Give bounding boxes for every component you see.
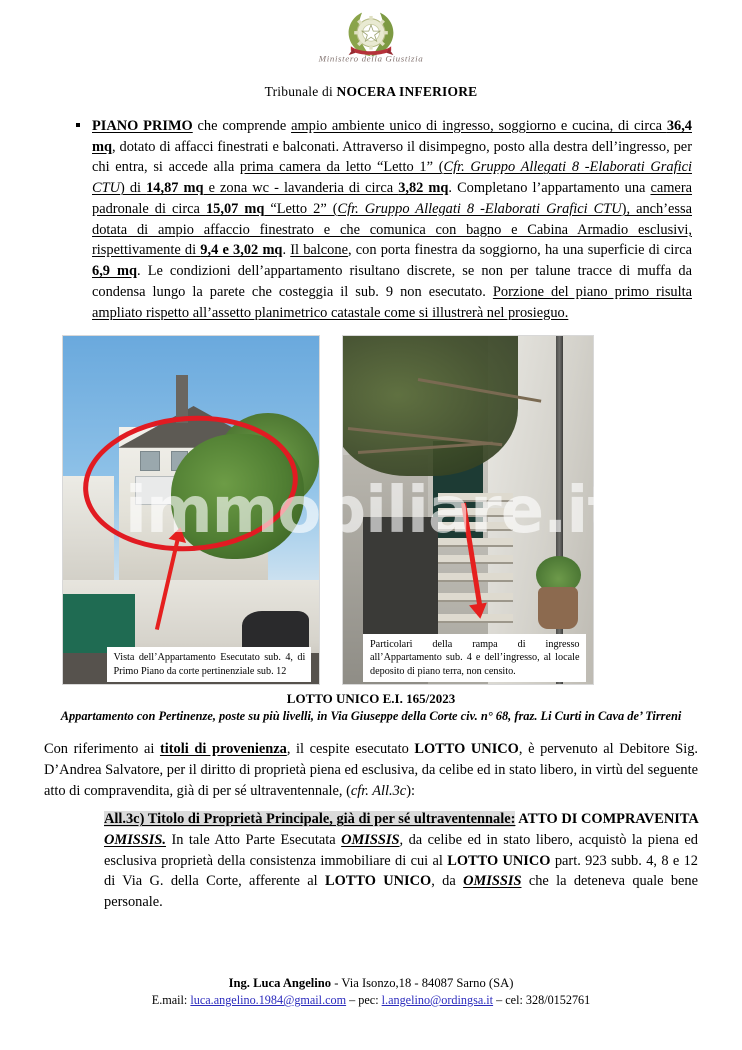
footer-cel-label: – cel: (493, 993, 526, 1007)
photo-rampa-ingresso (342, 335, 594, 685)
footer-email-link[interactable]: luca.angelino.1984@gmail.com (190, 993, 347, 1007)
watermark-text: immobiliare.it (125, 474, 617, 549)
lotto-description: Appartamento con Pertinenze, poste su più livelli, in Via Giuseppe della Corte civ. n° 68, fraz. Li Curti in Cava de’ Tirreni (60, 709, 682, 724)
piano-primo-paragraph (92, 116, 692, 323)
photo-caption-right: Particolari della rampa di ingresso all’Appartamento sub. 4 e dell’ingresso, al locale deposito di piano terra, non censito. (363, 634, 586, 682)
footer-pec-label: – pec: (346, 993, 382, 1007)
document-content (0, 116, 742, 323)
ref-allegati-8-a: Cfr. Gruppo Allegati 8 -Elaborati Grafici CTU (92, 159, 692, 197)
footer-phone-number: 328/0152761 (525, 993, 591, 1007)
titoli-provenienza-heading: titoli di provenienza (159, 741, 287, 758)
photo-gallery (0, 335, 742, 687)
footer-contact-line (0, 993, 742, 1008)
footer-address: - Via Isonzo,18 - 84087 Sarno (SA) (331, 976, 514, 990)
all-3c-heading: All.3c) Titolo di Proprietà Principale, già di per sé ultraventennale: (104, 811, 516, 828)
text-run: Con riferimento ai (44, 741, 160, 758)
provenienza-paragraph (44, 739, 698, 801)
lotto-unico-ref: LOTTO UNICO (324, 873, 432, 890)
photo-deposito-locale (363, 517, 438, 635)
text-run: ): (406, 782, 415, 799)
area-14-87-mq: 14,87 mq (146, 180, 204, 197)
text-run: che la deteneva quale bene personale. (104, 873, 698, 911)
tribunale-name: NOCERA INFERIORE (336, 84, 478, 99)
text-run: part. 923 subb. 4, 8 e 12 di Via G. della Corte, afferente al (104, 852, 698, 890)
ref-all-3c: cfr. All.3c (350, 782, 407, 799)
text-run: camera padronale di circa (92, 180, 693, 217)
text-run: . Le condizioni dell’appartamento risultano discrete, se non per talune tracce di muffa da condensa lungo la parete che costeggia il sub. 9 non esecutato. (92, 263, 692, 300)
text-run: , è pervenuto al Debitore Sig. D’Andrea Salvatore, per il diritto di proprietà piena ed esclusiva, da celibe ed in stato libero, in virtù del seguente atto di compravendita, già di per sé ultraventennale, ( (44, 741, 698, 799)
text-run: . Completano l’appartamento una (448, 180, 651, 197)
text-run: prima camera da letto “Letto 1” ( (239, 159, 444, 176)
bullet-point-icon (76, 123, 80, 127)
footer-author-line (0, 976, 742, 991)
photo-flower-pot (538, 587, 578, 629)
piano-primo-heading: PIANO PRIMO (92, 118, 193, 134)
omissis-1: OMISSIS. (104, 832, 166, 849)
area-36-4-mq: 36,4 mq (92, 118, 692, 155)
text-run: In tale Atto Parte Esecutata (166, 832, 342, 849)
text-run: che comprende (192, 118, 292, 134)
page-header (0, 0, 742, 100)
page-title (0, 84, 742, 100)
text-run: , da (431, 873, 464, 890)
lotto-unico-ref: LOTTO UNICO (414, 741, 519, 758)
area-9-4-3-02-mq: 9,4 e 3,02 mq (200, 242, 283, 259)
provenienza-block (0, 739, 742, 801)
atto-compravendita-label: ATTO DI COMPRAVENITA (515, 811, 698, 828)
footer-email-label: E.mail: (151, 993, 191, 1007)
lotto-caption (0, 691, 742, 725)
page-footer (0, 976, 742, 1008)
photo-drainpipe (556, 336, 563, 684)
text-run: e zona wc - lavanderia di circa (203, 180, 399, 197)
text-run: “Letto 2” ( (264, 200, 338, 217)
tribunale-prefix: Tribunale di (264, 84, 337, 99)
text-run: , dotato di affacci finestrati e balconati. Attraverso il disimpegno, posto alla destra dell’ingresso, per chi entra, si accede alla (92, 138, 692, 176)
photo-caption-left: Vista dell’Appartamento Esecutato sub. 4, di Primo Piano da corte pertinenziale sub. 12 (107, 647, 312, 682)
photo-appartamento-esterno (62, 335, 320, 685)
text-run: ), anch’essa dotata di ampio affaccio finestrato e che comunica con bagno e Cabina Armadio esclusivi, rispettivamente di (92, 200, 692, 259)
lotto-title: LOTTO UNICO E.I. 165/2023 (286, 691, 456, 707)
area-3-82-mq: 3,82 mq (398, 180, 449, 197)
balcone-label: Il balcone (290, 242, 348, 259)
piano-primo-bullet (44, 116, 698, 323)
ministero-giustizia-label: Ministero della Giustizia (318, 54, 424, 64)
photo-pergola (342, 335, 518, 475)
text-run: . (282, 242, 291, 259)
footer-pec-link[interactable]: l.angelino@ordingsa.it (381, 993, 494, 1007)
text-run: , il cespite esecutato (286, 741, 415, 758)
atto-block (0, 809, 742, 913)
area-6-9-mq: 6,9 mq (92, 263, 138, 280)
text-run: ampio ambiente unico di ingresso, soggiorno e cucina, di circa (291, 118, 667, 134)
text-run: , da celibe ed in stato libero, acquistò la piena ed esclusiva proprietà della consistenza immobiliare di cui al (104, 832, 699, 869)
ref-allegati-8-b: Cfr. Gruppo Allegati 8 -Elaborati Grafici CTU (337, 200, 622, 217)
omissis-2: OMISSIS (341, 832, 400, 849)
porzione-ampliata-note: Porzione del piano primo risulta ampliato rispetto all’assetto planimetrico catastale come si illustrerà nel prosieguo. (92, 283, 692, 321)
atto-paragraph (104, 809, 698, 913)
footer-author-name: Ing. Luca Angelino (228, 976, 332, 990)
lotto-unico-ref: LOTTO UNICO (447, 852, 551, 869)
area-15-07-mq: 15,07 mq (205, 200, 265, 217)
text-run: , con porta finestra da soggiorno, ha una superficie di circa (347, 242, 692, 259)
omissis-3: OMISSIS (463, 873, 522, 890)
text-run: ) di (120, 180, 147, 197)
